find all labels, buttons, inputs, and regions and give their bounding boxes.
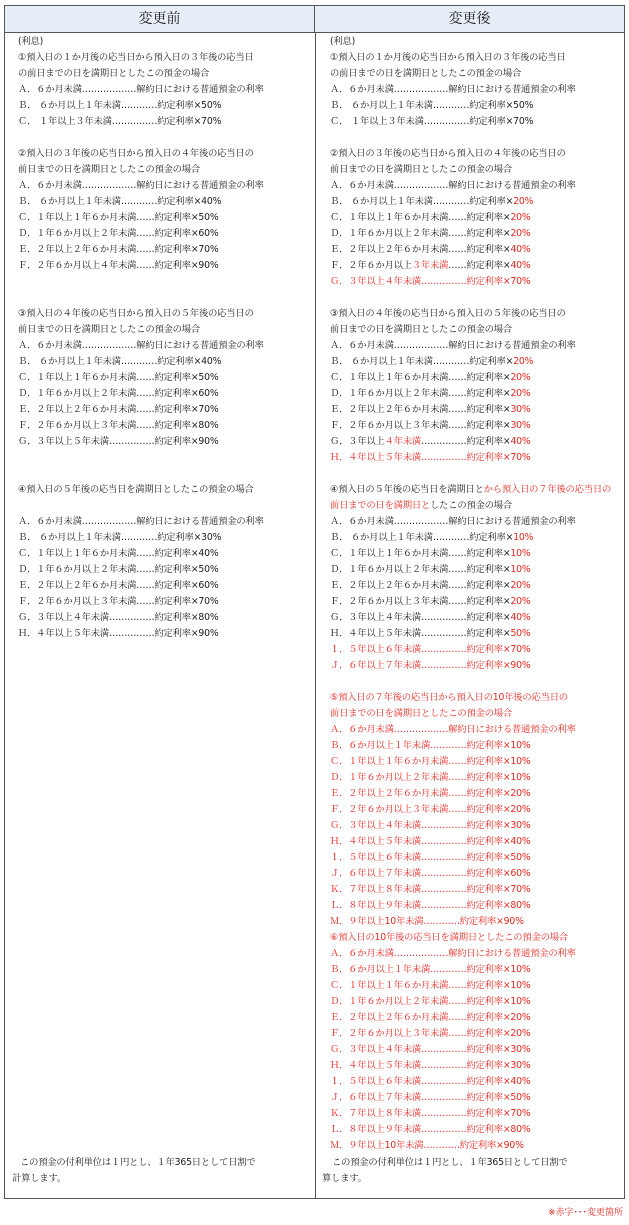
after-line xyxy=(330,898,620,914)
after-line xyxy=(330,402,620,418)
after-line xyxy=(330,882,620,898)
after-line xyxy=(330,530,620,546)
before-line: Ｄ．１年６か月以上２年未満……約定利率×60% xyxy=(18,388,219,399)
after-line xyxy=(330,1106,620,1122)
after-line xyxy=(330,114,620,130)
before-line: 前日までの日を満期日としたこの預金の場合 xyxy=(18,324,200,335)
after-line xyxy=(330,930,620,946)
after-line xyxy=(330,1010,620,1026)
before-line xyxy=(18,466,308,482)
text: Ｆ．２年６か月以上３年未満……約定利率× xyxy=(330,596,511,607)
after-line xyxy=(330,1074,620,1090)
text: Ｇ．３年以上 xyxy=(330,436,385,447)
after-line xyxy=(330,1026,620,1042)
before-line: Ｄ．１年６か月以上２年未満……約定利率×60% xyxy=(18,228,219,239)
before-line: Ａ．６か月未満………………解約日における普通預金の利率 xyxy=(18,84,264,95)
after-line xyxy=(330,146,620,162)
text: Ｈ．４年以上５年未満……………約定利率× xyxy=(330,628,511,639)
changed-text: から預入日の７年後の応当日の xyxy=(483,484,612,495)
changed-text: Ｍ．９年以上10年未満…………約定利率×90% xyxy=(330,916,524,927)
changed-text: 20% xyxy=(513,196,534,207)
before-line: Ｅ．２年以上２年６か月未満……約定利率×70% xyxy=(18,404,219,415)
changed-text: Ｅ．２年以上２年６か月未満……約定利率×20% xyxy=(330,1012,531,1023)
changed-text: ⑥預入日の10年後の応当日を満期日としたこの預金の場合 xyxy=(330,932,568,943)
text: 前日までの日を満期日としたこの預金の場合 xyxy=(330,324,512,335)
changed-text: Ｇ．３年以上４年未満……………約定利率×30% xyxy=(330,1044,531,1055)
after-line xyxy=(330,226,620,242)
changed-text: Ｌ．８年以上９年未満……………約定利率×80% xyxy=(330,900,531,911)
changed-text: 40% xyxy=(510,260,531,271)
changed-text: Ｈ．４年以上５年未満……………約定利率×40% xyxy=(330,836,531,847)
changed-text: Ｈ．４年以上５年未満……………約定利率×70% xyxy=(330,452,531,463)
changed-text: Ｃ．１年以上１年６か月未満……約定利率×10% xyxy=(330,980,531,991)
changed-text: 20% xyxy=(510,596,531,607)
text: Ｂ． ６か月以上１年未満…………約定利率×50% xyxy=(330,100,534,111)
text: ④預入日の５年後の応当日を満期日と xyxy=(330,484,484,495)
text: の前日までの日を満期日としたこの預金の場合 xyxy=(330,68,522,79)
after-line xyxy=(330,34,620,50)
after-line xyxy=(330,770,620,786)
changed-text: Ｉ．５年以上６年未満……………約定利率×40% xyxy=(330,1076,531,1087)
changed-text: Ｂ．６か月以上１年未満…………約定利率×10% xyxy=(330,740,531,751)
after-line xyxy=(330,66,620,82)
changed-text: Ｋ．７年以上８年未満……………約定利率×70% xyxy=(330,1108,531,1119)
after-line xyxy=(330,850,620,866)
text: ③預入日の４年後の応当日から預入日の５年後の応当日の xyxy=(330,308,566,319)
after-line xyxy=(330,162,620,178)
after-line xyxy=(330,754,620,770)
after-line xyxy=(330,466,620,482)
changed-text: 20% xyxy=(510,228,531,239)
changed-text: 40% xyxy=(510,244,531,255)
text: Ｅ．２年以上２年６か月未満……約定利率× xyxy=(330,404,511,415)
before-line: Ｇ．３年以上５年未満……………約定利率×90% xyxy=(18,436,219,447)
changed-text: Ｋ．７年以上８年未満……………約定利率×70% xyxy=(330,884,531,895)
after-line xyxy=(330,642,620,658)
text: Ｂ． ６か月以上１年未満…………約定利率× xyxy=(330,356,514,367)
text: Ｂ． ６か月以上１年未満…………約定利率× xyxy=(330,196,514,207)
after-line xyxy=(330,802,620,818)
before-line xyxy=(18,130,308,146)
before-line: ③預入日の４年後の応当日から預入日の５年後の応当日の xyxy=(18,308,254,319)
changed-text: 40% xyxy=(510,436,531,447)
text: Ｂ． ６か月以上１年未満…………約定利率× xyxy=(330,532,514,543)
before-line: Ｆ．２年６か月以上４年未満……約定利率×90% xyxy=(18,260,219,271)
changed-text: 20% xyxy=(510,372,531,383)
after-line xyxy=(330,290,620,306)
text: Ｅ．２年以上２年６か月未満……約定利率× xyxy=(330,580,511,591)
footer-after xyxy=(322,1155,567,1187)
before-line: Ｂ． ６か月以上１年未満…………約定利率×30% xyxy=(18,532,222,543)
before-line xyxy=(18,450,308,466)
text: Ｄ．１年６か月以上２年未満……約定利率× xyxy=(330,228,511,239)
after-line xyxy=(330,706,620,722)
before-line: Ａ．６か月未満………………解約日における普通預金の利率 xyxy=(18,180,264,191)
after-line xyxy=(330,658,620,674)
changed-text: Ｊ．６年以上７年未満……………約定利率×50% xyxy=(330,1092,531,1103)
before-line xyxy=(18,290,308,306)
changed-text: Ｌ．８年以上９年未満……………約定利率×80% xyxy=(330,1124,531,1135)
before-line: Ｃ． １年以上３年未満……………約定利率×70% xyxy=(18,116,222,127)
after-line xyxy=(330,946,620,962)
before-line: Ｆ．２年６か月以上３年未満……約定利率×70% xyxy=(18,596,219,607)
changed-text: 10% xyxy=(510,564,531,575)
before-line: Ｂ． ６か月以上１年未満…………約定利率×40% xyxy=(18,196,222,207)
changed-text: ⑤預入日の７年後の応当日から預入日の10年後の応当日の xyxy=(330,692,568,703)
text: (利息) xyxy=(330,36,356,47)
column-divider xyxy=(315,33,316,1198)
after-line xyxy=(330,1058,620,1074)
text: 前日までの日を満期日としたこの預金の場合 xyxy=(330,164,512,175)
after-line xyxy=(330,258,620,274)
changed-text: ３年未満 xyxy=(411,260,449,271)
changed-text: Ｊ．６年以上７年未満……………約定利率×60% xyxy=(330,868,531,879)
after-line xyxy=(330,1042,620,1058)
text: Ｃ． １年以上３年未満……………約定利率×70% xyxy=(330,116,534,127)
text: Ｄ．１年６か月以上２年未満……約定利率× xyxy=(330,388,511,399)
before-line: ④預入日の５年後の応当日を満期日としたこの預金の場合 xyxy=(18,484,254,495)
after-line xyxy=(330,738,620,754)
before-line: Ｅ．２年以上２年６か月未満……約定利率×70% xyxy=(18,244,219,255)
after-line xyxy=(330,962,620,978)
text: Ｄ．１年６か月以上２年未満……約定利率× xyxy=(330,564,511,575)
header-before: 変更前 xyxy=(5,6,315,33)
after-line xyxy=(330,242,620,258)
before-line: Ｅ．２年以上２年６か月未満……約定利率×60% xyxy=(18,580,219,591)
after-line xyxy=(330,338,620,354)
before-line: Ｆ．２年６か月以上３年未満……約定利率×80% xyxy=(18,420,219,431)
changed-text: 30% xyxy=(510,404,531,415)
changed-text: 10% xyxy=(513,532,534,543)
after-line xyxy=(330,1090,620,1106)
after-line xyxy=(330,482,620,498)
before-line: Ｂ． ６か月以上１年未満…………約定利率×50% xyxy=(18,100,222,111)
legend-note: ※赤字･･･変更箇所 xyxy=(547,1208,623,1218)
after-line xyxy=(330,994,620,1010)
after-line xyxy=(330,546,620,562)
text: Ｆ．２年６か月以上 xyxy=(330,260,412,271)
after-line xyxy=(330,674,620,690)
after-line xyxy=(330,82,620,98)
after-line xyxy=(330,322,620,338)
changed-text: Ｂ．６か月以上１年未満…………約定利率×10% xyxy=(330,964,531,975)
changed-text: Ｈ．４年以上５年未満……………約定利率×30% xyxy=(330,1060,531,1071)
text: ……………約定利率× xyxy=(420,436,511,447)
changed-text: Ｇ．３年以上４年未満……………約定利率×70% xyxy=(330,276,531,287)
after-line xyxy=(330,786,620,802)
text: ①預入日の１か月後の応当日から預入日の３年後の応当日 xyxy=(330,52,566,63)
text: Ｅ．２年以上２年６か月未満……約定利率× xyxy=(330,244,511,255)
after-line xyxy=(330,50,620,66)
text: Ａ．６か月未満………………解約日における普通預金の利率 xyxy=(330,516,576,527)
before-line: Ａ．６か月未満………………解約日における普通預金の利率 xyxy=(18,516,264,527)
changed-text: Ｅ．２年以上２年６か月未満……約定利率×20% xyxy=(330,788,531,799)
after-line xyxy=(330,978,620,994)
changed-text: 40% xyxy=(510,612,531,623)
changed-text: 前日までの日を満期日と xyxy=(330,500,431,511)
after-line xyxy=(330,722,620,738)
after-line xyxy=(330,610,620,626)
changed-text: Ｆ．２年６か月以上３年未満……約定利率×20% xyxy=(330,1028,531,1039)
after-line xyxy=(330,194,620,210)
before-line: Ｃ．１年以上１年６か月未満……約定利率×50% xyxy=(18,372,219,383)
text: Ａ．６か月未満………………解約日における普通預金の利率 xyxy=(330,84,576,95)
changed-text: 前日までの日を満期日としたこの預金の場合 xyxy=(330,708,512,719)
after-line xyxy=(330,418,620,434)
before-line xyxy=(18,274,308,290)
changed-text: Ｊ．６年以上７年未満……………約定利率×90% xyxy=(330,660,531,671)
before-line: の前日までの日を満期日としたこの預金の場合 xyxy=(18,68,210,79)
text: したこの預金の場合 xyxy=(430,500,512,511)
changed-text: Ｃ．１年以上１年６か月未満……約定利率×10% xyxy=(330,756,531,767)
after-line xyxy=(330,306,620,322)
after-line xyxy=(330,578,620,594)
changed-text: 20% xyxy=(510,580,531,591)
after-line xyxy=(330,386,620,402)
text: Ａ．６か月未満………………解約日における普通預金の利率 xyxy=(330,180,576,191)
after-line xyxy=(330,1122,620,1138)
after-line xyxy=(330,498,620,514)
footer-after-line-2: 算します。 xyxy=(322,1173,367,1184)
after-line xyxy=(330,834,620,850)
before-line: Ｇ．３年以上４年未満……………約定利率×80% xyxy=(18,612,219,623)
footer-after-line-1: この預金の付利単位は１円とし、１年365日として日割で xyxy=(332,1157,568,1168)
before-line xyxy=(18,498,308,514)
after-line xyxy=(330,562,620,578)
after-line xyxy=(330,690,620,706)
changed-text: Ｆ．２年６か月以上３年未満……約定利率×20% xyxy=(330,804,531,815)
changed-text: Ｉ．５年以上６年未満……………約定利率×70% xyxy=(330,644,531,655)
changed-text: Ａ．６か月未満………………解約日における普通預金の利率 xyxy=(330,948,576,959)
before-line: 前日までの日を満期日としたこの預金の場合 xyxy=(18,164,200,175)
after-line xyxy=(330,274,620,290)
changed-text: 20% xyxy=(510,388,531,399)
after-line xyxy=(330,866,620,882)
changed-text: ４年未満 xyxy=(384,436,421,447)
changed-text: Ｄ．１年６か月以上２年未満……約定利率×10% xyxy=(330,996,531,1007)
before-line: ②預入日の３年後の応当日から預入日の４年後の応当日の xyxy=(18,148,254,159)
after-line xyxy=(330,354,620,370)
after-line xyxy=(330,818,620,834)
changed-text: 30% xyxy=(510,420,531,431)
changed-text: Ｍ．９年以上10年未満…………約定利率×90% xyxy=(330,1140,524,1151)
changed-text: 20% xyxy=(513,356,534,367)
after-line xyxy=(330,626,620,642)
before-line: Ｈ．４年以上５年未満……………約定利率×90% xyxy=(18,628,219,639)
text: Ｃ．１年以上１年６か月未満……約定利率× xyxy=(330,212,511,223)
changed-text: Ｄ．１年６か月以上２年未満……約定利率×10% xyxy=(330,772,531,783)
before-line: ①預入日の１か月後の応当日から預入日の３年後の応当日 xyxy=(18,52,254,63)
footer-before-line-2: 計算します。 xyxy=(12,1173,66,1184)
after-line xyxy=(330,98,620,114)
after-line xyxy=(330,450,620,466)
after-line xyxy=(330,434,620,450)
after-line xyxy=(330,514,620,530)
footer-before xyxy=(12,1155,256,1187)
after-column xyxy=(330,34,620,1154)
text: Ｆ．２年６か月以上３年未満……約定利率× xyxy=(330,420,511,431)
after-line xyxy=(330,130,620,146)
footer-before-line-1: この預金の付利単位は１円とし、１年365日として日割で xyxy=(20,1157,256,1168)
after-line xyxy=(330,210,620,226)
after-line xyxy=(330,594,620,610)
after-line xyxy=(330,370,620,386)
text: Ｃ．１年以上１年６か月未満……約定利率× xyxy=(330,372,511,383)
text: Ｃ．１年以上１年６か月未満……約定利率× xyxy=(330,548,511,559)
changed-text: Ａ．６か月未満………………解約日における普通預金の利率 xyxy=(330,724,576,735)
before-line: Ａ．６か月未満………………解約日における普通預金の利率 xyxy=(18,340,264,351)
text: Ａ．６か月未満………………解約日における普通預金の利率 xyxy=(330,340,576,351)
before-line: Ｄ．１年６か月以上２年未満……約定利率×50% xyxy=(18,564,219,575)
header-after: 変更後 xyxy=(315,6,624,33)
text: ……約定利率× xyxy=(448,260,511,271)
changed-text: 50% xyxy=(510,628,531,639)
before-line: (利息) xyxy=(18,36,44,47)
before-line: Ｃ．１年以上１年６か月未満……約定利率×40% xyxy=(18,548,219,559)
text: Ｇ．３年以上４年未満……………約定利率× xyxy=(330,612,511,623)
changed-text: 10% xyxy=(510,548,531,559)
before-line: Ｃ．１年以上１年６か月未満……約定利率×50% xyxy=(18,212,219,223)
changed-text: Ｉ．５年以上６年未満……………約定利率×50% xyxy=(330,852,531,863)
text: ②預入日の３年後の応当日から預入日の４年後の応当日の xyxy=(330,148,566,159)
after-line xyxy=(330,178,620,194)
before-line: Ｂ． ６か月以上１年未満…………約定利率×40% xyxy=(18,356,222,367)
before-column xyxy=(18,34,308,642)
changed-text: Ｇ．３年以上４年未満……………約定利率×30% xyxy=(330,820,531,831)
changed-text: 20% xyxy=(510,212,531,223)
after-line xyxy=(330,914,620,930)
after-line xyxy=(330,1138,620,1154)
